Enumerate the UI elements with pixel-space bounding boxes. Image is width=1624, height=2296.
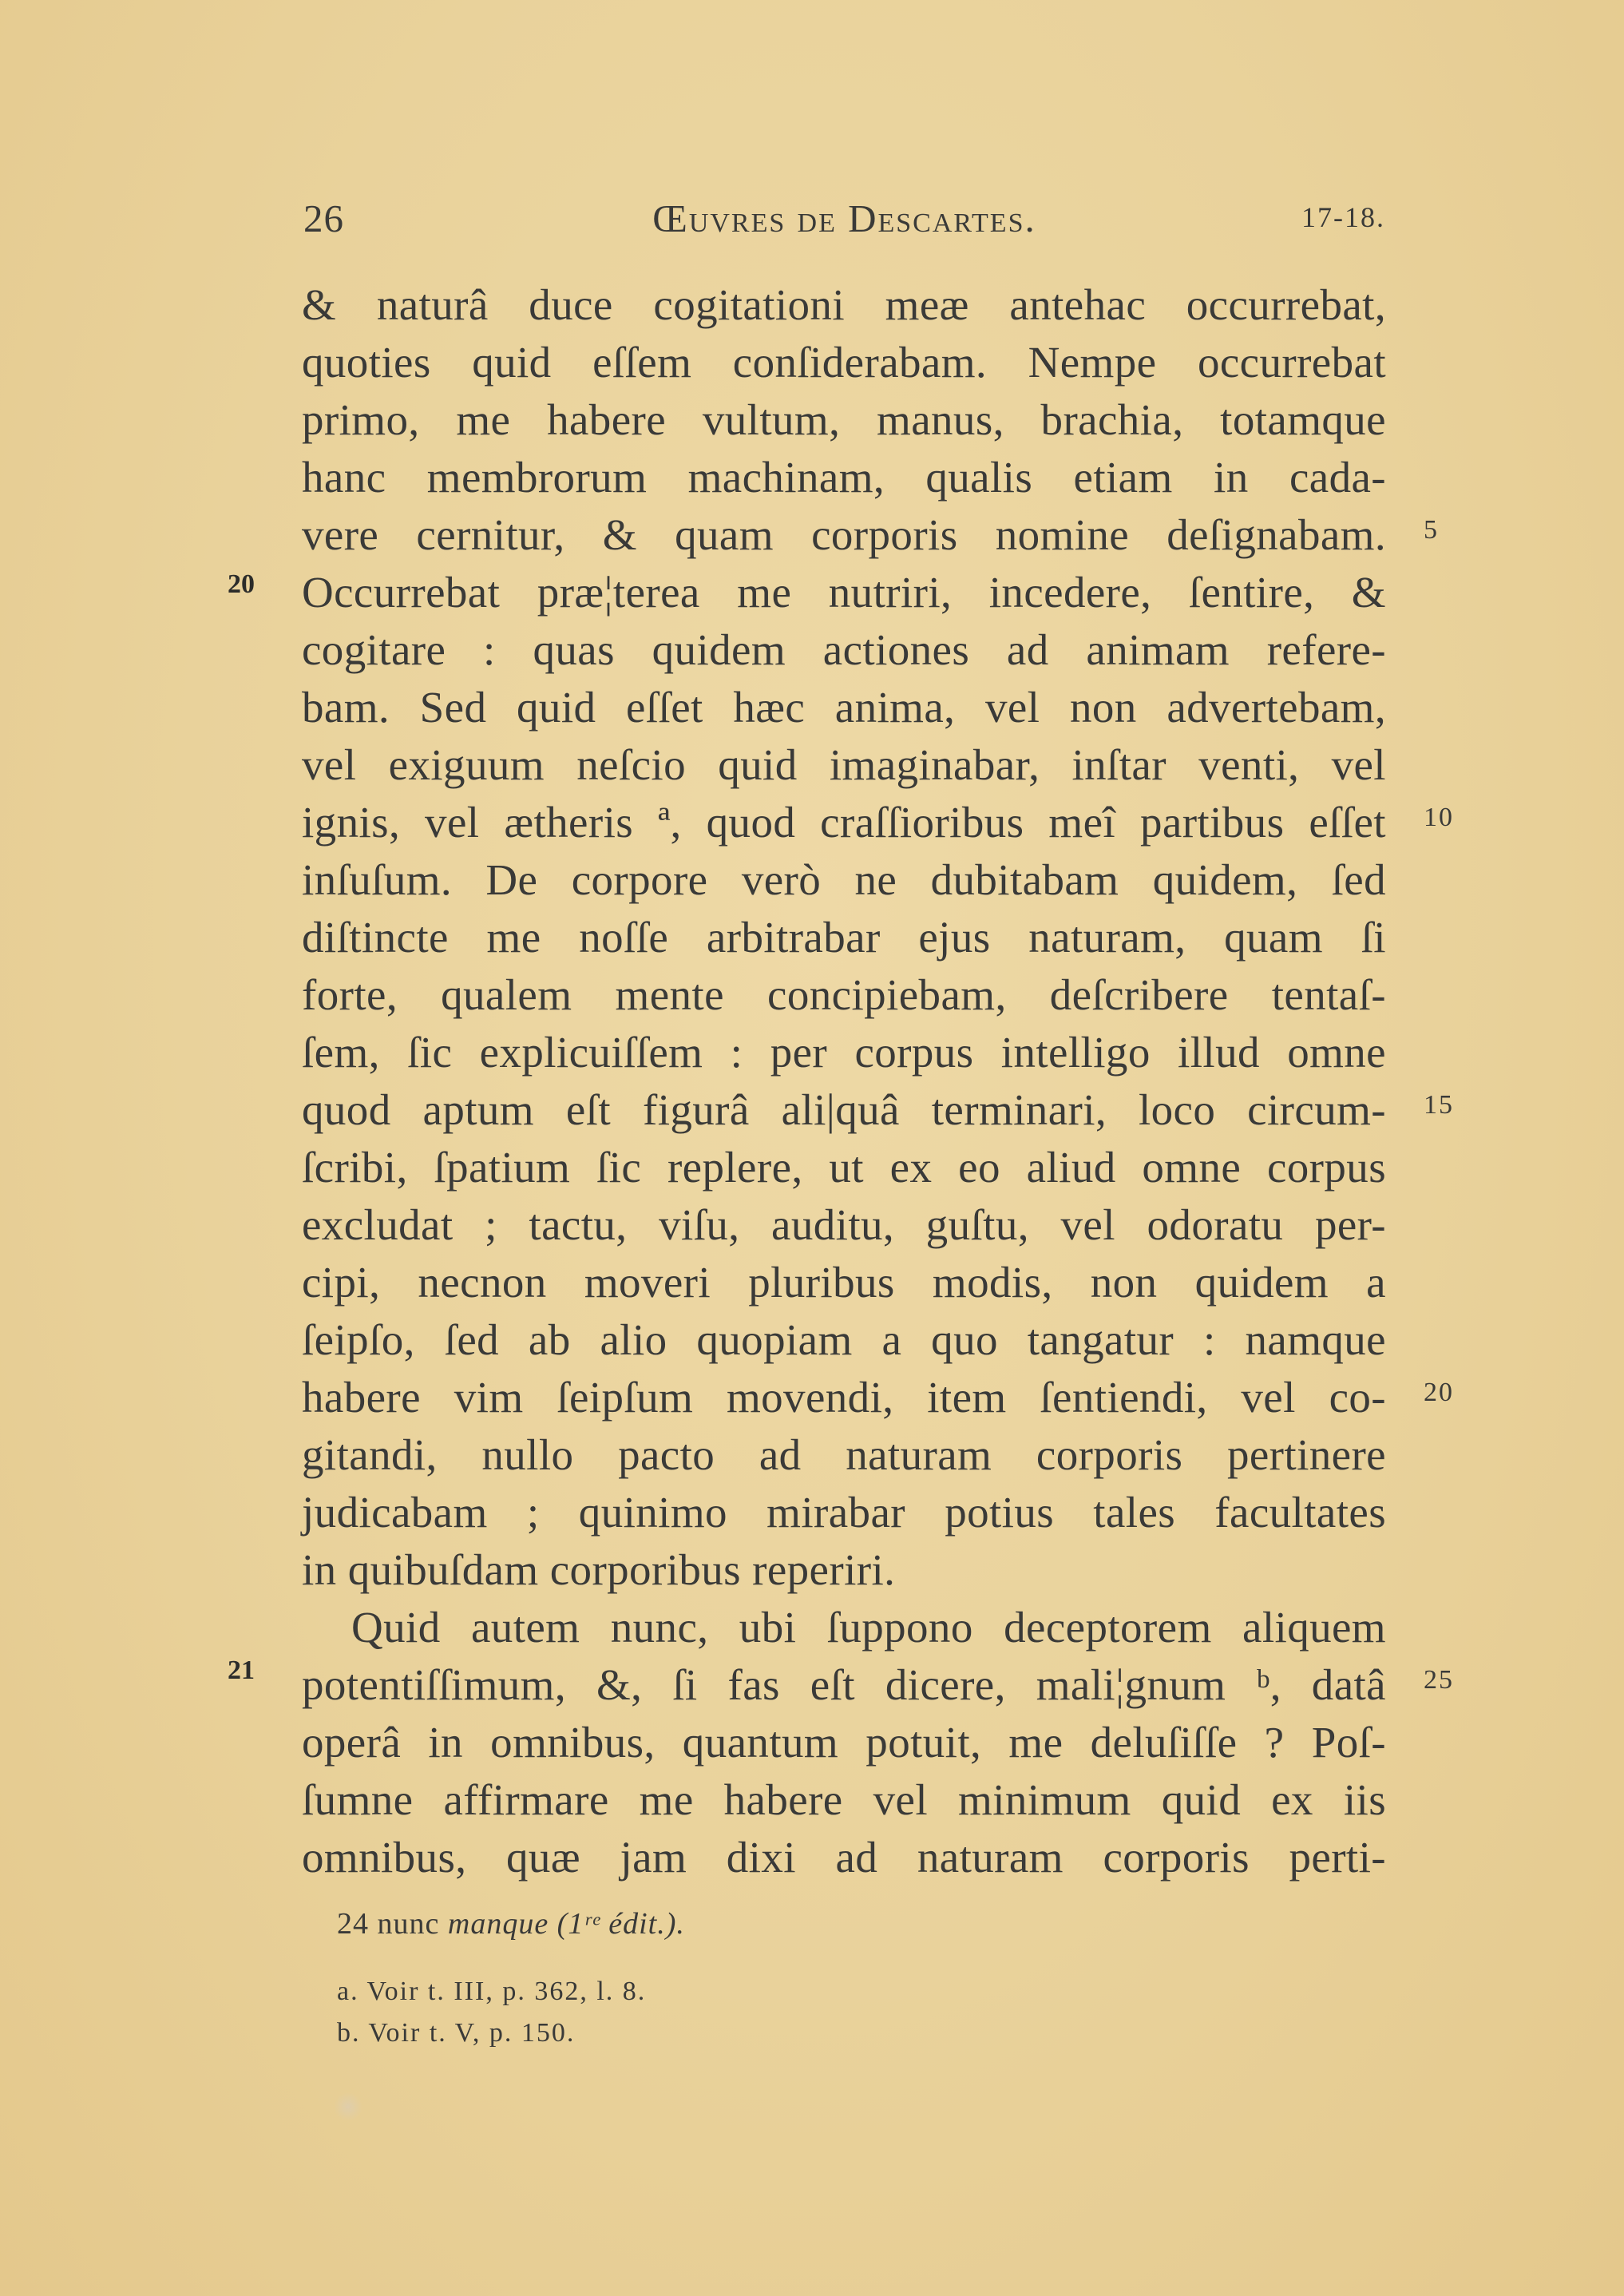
text-line: quoties quid eſſem conſiderabam. Nempe occurrebat [302,338,1386,387]
text-line: hanc membrorum machinam, qualis etiam in cada- [302,453,1386,502]
text-line: quod aptum eſt figurâ ali|quâ terminari, loco circum- [302,1085,1386,1134]
text-line: inſuſum. De corpore verò ne dubitabam quidem, ſed [302,855,1386,904]
text-line: Occurrebat præ¦terea me nutriri, incedere, ſentire, & [302,568,1386,617]
text-line: potentiſſimum, &, ſi fas eſt dicere, mali¦gnum ᵇ, datâ [302,1660,1386,1709]
footnote: a. Voir t. III, p. 362, l. 8. [337,1977,647,2006]
text-line: primo, me habere vultum, manus, brachia, totamque [302,395,1386,444]
text-line: cipi, necnon moveri pluribus modis, non quidem a [302,1258,1386,1307]
page-number: 26 [303,196,344,240]
margin-line-number: 20 [1424,1378,1454,1407]
text-line: gitandi, nullo pacto ad naturam corporis pertinere [302,1430,1386,1479]
text-line: habere vim ſeipſum movendi, item ſentiendi, vel co- [302,1373,1386,1422]
variant-line-number: 24 [337,1907,369,1941]
margin-line-number: 15 [1424,1090,1454,1120]
text-line: excludat ; tactu, viſu, auditu, guſtu, vel odoratu per- [302,1200,1386,1249]
edition-reference: 17-18. [1301,201,1385,233]
margin-line-number: 5 [1424,515,1439,545]
text-line: ſeipſo, ſed ab alio quopiam a quo tangatur : namque [302,1315,1386,1364]
running-header [303,196,1385,252]
variant-word: nunc [377,1907,440,1941]
variant-note [337,1899,1135,1949]
text-line: omnibus, quæ jam dixi ad naturam corporis perti- [302,1833,1386,1882]
text-line: operâ in omnibus, quantum potuit, me deluſiſſe ? Poſ- [302,1718,1386,1767]
notes-section [337,1899,1135,2054]
text-line: & naturâ duce cogitationi meæ antehac occurrebat, [302,280,1386,329]
text-line: ignis, vel ætheris ª, quod craſſioribus meî partibus eſſet [302,798,1386,847]
running-title: Œuvres de Descartes. [652,196,1036,240]
text-line: vere cernitur, & quam corporis nomine deſignabam. [302,510,1386,559]
main-text [302,276,1386,1886]
margin-page-marker: 21 [228,1656,255,1685]
text-line: ſem, ſic explicuiſſem : per corpus intelligo illud omne [302,1028,1386,1077]
margin-line-number: 25 [1424,1665,1454,1695]
paper-stain [334,2092,362,2121]
text-line: in quibuſdam corporibus reperiri. [302,1545,896,1594]
text-line: Quid autem nunc, ubi ſuppono deceptorem aliquem [351,1603,1386,1652]
text-line: cogitare : quas quidem actiones ad animam refere- [302,625,1386,674]
text-line: forte, qualem mente concipiebam, deſcribere tentaſ- [302,970,1386,1019]
text-line: ſumne affirmare me habere vel minimum quid ex iis [302,1775,1386,1824]
text-line: judicabam ; quinimo mirabar potius tales facultates [302,1488,1386,1537]
margin-line-number: 10 [1424,803,1454,832]
margin-page-marker: 20 [228,569,255,599]
variant-comment: manque (1ʳᵉ édit.). [447,1907,685,1941]
text-line: ſcribi, ſpatium ſic replere, ut ex eo aliud omne corpus [302,1143,1386,1192]
text-line: bam. Sed quid eſſet hæc anima, vel non advertebam, [302,683,1386,732]
text-line: vel exiguum neſcio quid imaginabar, inſtar venti, vel [302,740,1386,789]
text-line: diſtincte me noſſe arbitrabar ejus naturam, quam ſi [302,913,1386,962]
footnote: b. Voir t. V, p. 150. [337,2018,576,2048]
